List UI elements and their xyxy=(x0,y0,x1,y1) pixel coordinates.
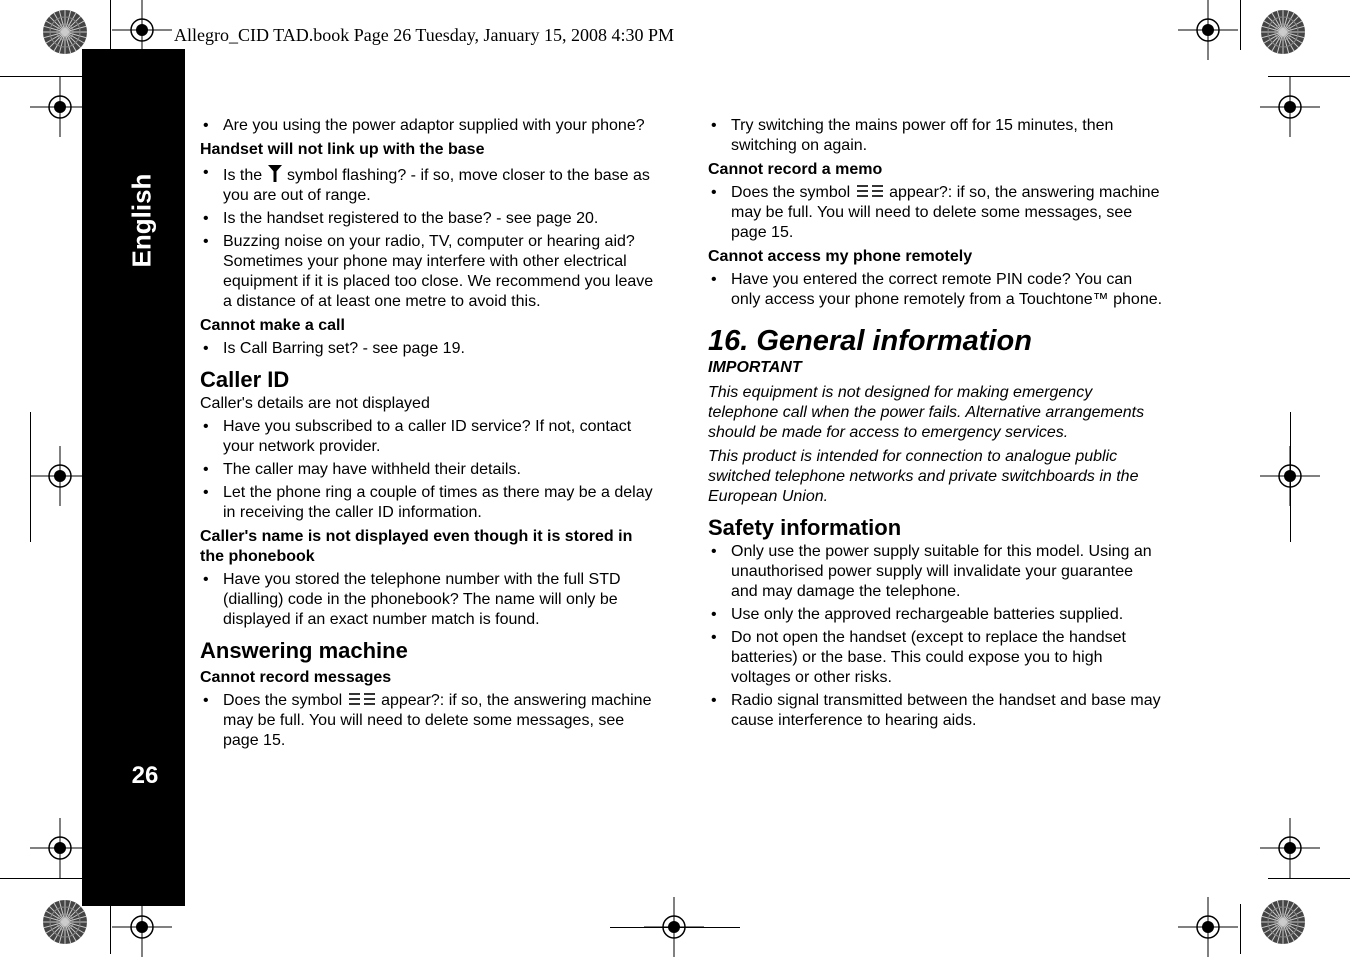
subheading: Caller's name is not displayed even though it is stored in the phonebook xyxy=(200,528,633,565)
subheading: Handset will not link up with the base xyxy=(200,141,485,158)
list-item-text: Does the symbol xyxy=(731,184,851,201)
antenna-signal-icon xyxy=(267,163,283,183)
bullet-list xyxy=(708,183,1163,243)
list-item: • Use only the approved rechargeable batteries supplied. xyxy=(708,605,1163,625)
bullet-list xyxy=(200,339,655,359)
trim-line xyxy=(1268,878,1350,879)
registration-mark-icon xyxy=(1173,0,1243,65)
language-label: English xyxy=(126,173,157,267)
page-number: 26 xyxy=(131,762,159,789)
subheading: Cannot make a call xyxy=(200,317,345,334)
right-column xyxy=(708,116,1163,734)
language-tab xyxy=(112,173,172,267)
bullet-list xyxy=(200,570,655,630)
registration-mark-icon xyxy=(1255,813,1325,883)
list-item: • Is Call Barring set? - see page 19. xyxy=(200,339,655,359)
list-item: • Only use the power supply suitable for this model. Using an unauthorised power supply will invalidate your guarantee and may damage the telephone. xyxy=(708,542,1163,602)
list-item xyxy=(200,163,655,206)
left-column xyxy=(200,116,655,754)
paragraph: Caller's details are not displayed xyxy=(200,395,430,412)
trim-line xyxy=(30,412,31,542)
important-label: IMPORTANT xyxy=(708,359,802,376)
list-item: • Buzzing noise on your radio, TV, computer or hearing aid? Sometimes your phone may interfere with other electrical equipment if it is placed too close. We recommend you leave a distance of at least one metre to avoid this. xyxy=(200,232,655,312)
bullet-list xyxy=(708,542,1163,731)
important-paragraph: This product is intended for connection to analogue public switched telephone networks and private switchboards in the European Union. xyxy=(708,448,1139,505)
subheading: Cannot record messages xyxy=(200,669,392,686)
list-item: • Have you stored the telephone number with the full STD (dialling) code in the phonebook? The name will only be displayed if an exact number match is found. xyxy=(200,570,655,630)
trim-line xyxy=(1240,0,1241,50)
trim-line xyxy=(110,904,111,954)
important-paragraph: This equipment is not designed for making emergency telephone call when the power fails. Alternative arrangements should be made for access to emergency services. xyxy=(708,384,1145,441)
section-heading: Caller ID xyxy=(200,367,290,392)
trim-line xyxy=(110,0,111,50)
section-heading: Safety information xyxy=(708,515,902,540)
list-item-text: appear?: if so, the answering machine may be full. You will need to delete some messages, see page 15. xyxy=(223,692,652,749)
subheading: Cannot record a memo xyxy=(708,161,883,178)
subheading: Cannot access my phone remotely xyxy=(708,248,973,265)
bullet-list xyxy=(708,116,1163,156)
list-item xyxy=(200,691,655,751)
color-target-icon xyxy=(1260,899,1306,945)
list-item xyxy=(708,183,1163,243)
bullet-list xyxy=(200,163,655,312)
trim-line xyxy=(610,927,740,928)
list-item: • Have you entered the correct remote PIN code? You can only access your phone remotely from a Touchtone™ phone. xyxy=(708,270,1163,310)
trim-line xyxy=(0,76,82,77)
trim-line xyxy=(1268,76,1350,77)
list-item: • Have you subscribed to a caller ID service? If not, contact your network provider. xyxy=(200,417,655,457)
bullet-list xyxy=(200,691,655,751)
trim-line xyxy=(0,878,82,879)
section-heading: Answering machine xyxy=(200,638,408,663)
list-item: • Let the phone ring a couple of times as there may be a delay in receiving the caller ID information. xyxy=(200,483,655,523)
list-item: • The caller may have withheld their details. xyxy=(200,460,655,480)
message-full-icon xyxy=(347,692,377,706)
bullet-list xyxy=(200,116,655,136)
message-full-icon xyxy=(855,184,885,198)
trim-line xyxy=(1290,412,1291,542)
bullet-list xyxy=(708,270,1163,310)
list-item-text: Is the xyxy=(223,167,263,184)
list-item-text: Does the symbol xyxy=(223,692,343,709)
registration-mark-icon xyxy=(1173,892,1243,962)
print-header: Allegro_CID TAD.book Page 26 Tuesday, January 15, 2008 4:30 PM xyxy=(174,25,675,45)
list-item-text: symbol flashing? - if so, move closer to the base as you are out of range. xyxy=(223,167,650,204)
list-item: • Do not open the handset (except to replace the handset batteries) or the base. This could expose you to high voltages or other risks. xyxy=(708,628,1163,688)
list-item-text: appear?: if so, the answering machine may be full. You will need to delete some messages, see page 15. xyxy=(731,184,1160,241)
list-item: • Try switching the mains power off for 15 minutes, then switching on again. xyxy=(708,116,1163,156)
chapter-title: 16. General information xyxy=(708,325,1032,357)
list-item: • Are you using the power adaptor supplied with your phone? xyxy=(200,116,655,136)
bullet-list xyxy=(200,417,655,523)
list-item: • Is the handset registered to the base? - see page 20. xyxy=(200,209,655,229)
registration-mark-icon xyxy=(1255,72,1325,142)
color-target-icon xyxy=(1260,9,1306,55)
list-item: • Radio signal transmitted between the handset and base may cause interference to hearing aids. xyxy=(708,691,1163,731)
trim-line xyxy=(1240,904,1241,954)
